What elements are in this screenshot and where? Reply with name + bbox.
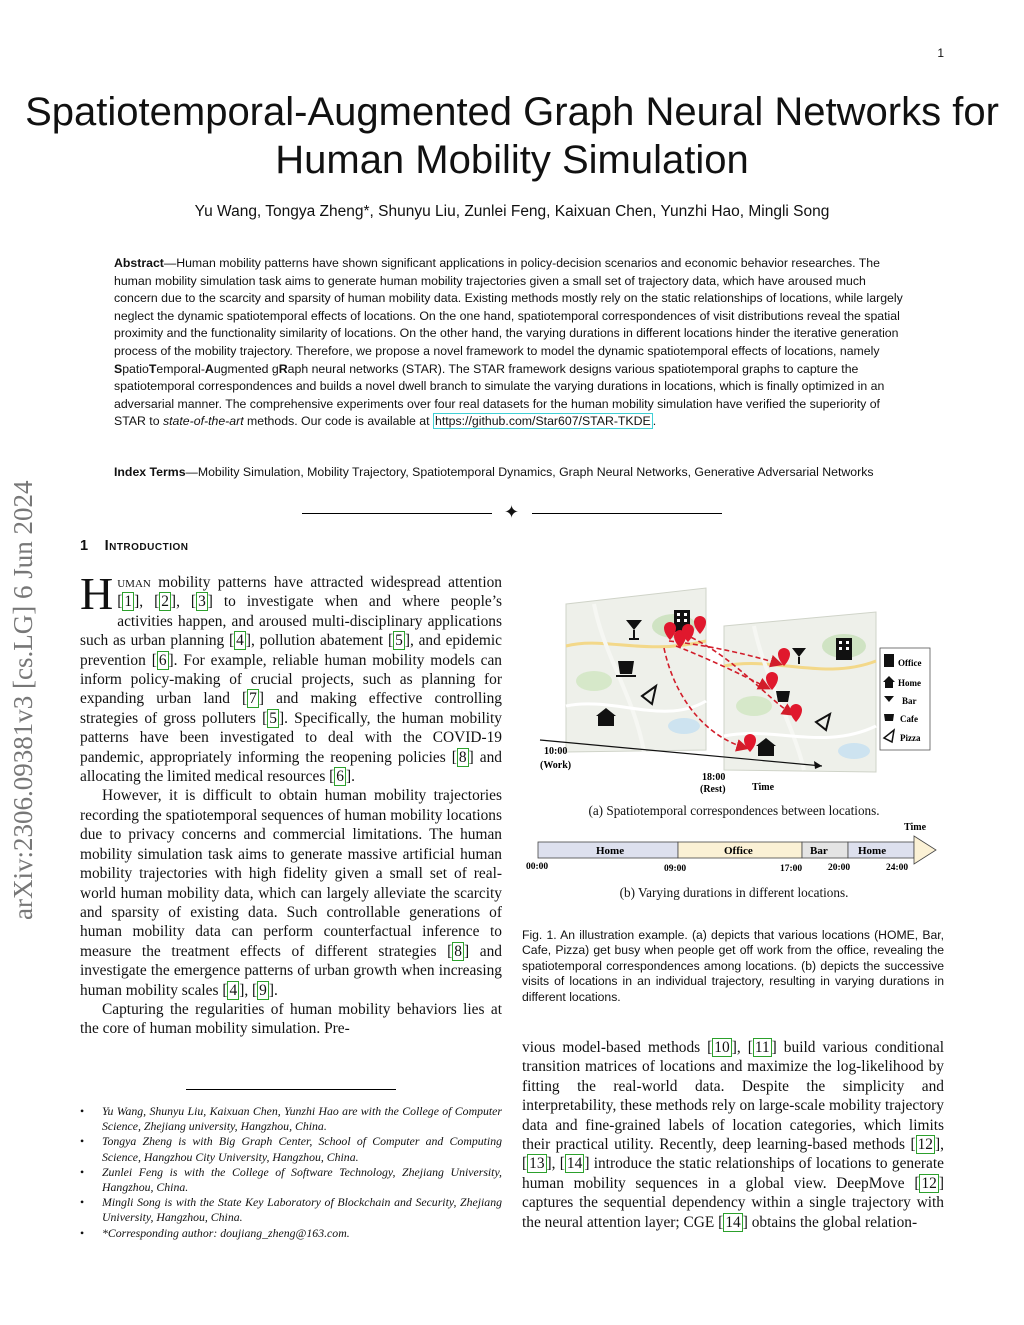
acronym-letter: T: [148, 361, 157, 376]
acronym-letter: R: [278, 361, 288, 376]
legend-label: Bar: [902, 696, 917, 706]
footnote-item: [80, 1165, 502, 1195]
text-run: and allocating the limited medical resources: [80, 748, 502, 786]
abstract-label: Abstract: [114, 256, 164, 270]
citation-link[interactable]: 8: [454, 942, 462, 960]
footnote-text: Tongya Zheng is with Big Graph Center, School of Computer and Computing Science, Hangzhou City University, Hangzhou, China.: [102, 1134, 502, 1164]
index-terms-text: —Mobility Simulation, Mobility Trajectory, Spatiotemporal Dynamics, Graph Neural Networks, Generative Adversarial Networks: [185, 465, 874, 479]
footnote-text: *Corresponding author: doujiang_zheng@163.com.: [102, 1225, 350, 1240]
time-axis-label: Time: [752, 782, 775, 793]
text-run: ,: [551, 1155, 560, 1173]
section-heading: [80, 538, 189, 554]
separator-line-left: [302, 513, 492, 514]
abstract-text-4: .: [652, 414, 657, 429]
figure-caption: Fig. 1. An illustration example. (a) depicts that various locations (HOME, Bar, Cafe, Pizza) get busy when people get off work from the office, revealing the spatiotemporal correspondences among locations. (b) depicts the successive visits of locations in an individual trajectory, resulting in varying durations in different locations.: [522, 928, 944, 1004]
citation-link[interactable]: 12: [917, 1136, 933, 1154]
author-list: Yu Wang, Tongya Zheng*, Shunyu Liu, Zunlei Feng, Kaixuan Chen, Yunzhi Hao, Mingli Song: [194, 203, 830, 220]
legend-label: Home: [898, 678, 921, 688]
subfigure-caption-a: (a) Spatiotemporal correspondences between locations.: [588, 803, 880, 818]
citation-link[interactable]: 5: [395, 632, 403, 650]
section-title: Introduction: [104, 538, 189, 554]
cafe-icon: [776, 691, 790, 702]
code-repository-link[interactable]: https://github.com/Star607/STAR-TKDE: [434, 414, 651, 429]
citation-link[interactable]: 8: [458, 748, 467, 766]
citation-link[interactable]: 6: [336, 768, 344, 786]
text-run: vious model-based methods: [522, 1039, 708, 1056]
intro-paragraph-3: Capturing the regularities of human mobility behaviors lies at the core of human mobility simulation. Pre-: [80, 1000, 502, 1038]
citation-link[interactable]: 10: [714, 1039, 730, 1056]
rest-label: (Rest): [700, 784, 726, 795]
text-run: ,: [940, 1136, 944, 1154]
work-label: (Work): [540, 760, 572, 771]
timeline-segment-label: Home: [858, 845, 887, 857]
footnote-text: Mingli Song is with the State Key Laboratory of Blockchain and Security, Zhejiang University, Hangzhou, China.: [102, 1195, 502, 1225]
legend-label: Cafe: [900, 714, 918, 724]
citation-link[interactable]: 7: [249, 690, 257, 708]
left-column-body: [80, 568, 502, 1039]
figure-1-illustration: [524, 586, 948, 916]
drop-cap: H: [80, 568, 114, 619]
text-run: ,: [244, 981, 253, 999]
text-run: .: [351, 768, 355, 786]
office-icon: [836, 638, 852, 660]
acronym-part: patio: [122, 361, 149, 376]
index-terms-block: [114, 464, 910, 482]
index-terms-label: Index Terms: [114, 465, 186, 479]
separator-ornament: ✦: [504, 502, 520, 522]
rest-time: 18:00: [702, 772, 726, 783]
text-run: ,: [736, 1039, 748, 1056]
footnote-item: [80, 1104, 502, 1134]
intro-smallcaps: uman: [117, 574, 151, 591]
timeline-tick: 09:00: [664, 864, 687, 874]
acronym-part: emporal-: [156, 361, 205, 376]
paper-title: Spatiotemporal-Augmented Graph Neural Networks for Human Mobility Simulation: [25, 90, 999, 182]
duration-timeline: [526, 822, 936, 874]
subfigure-caption-b: (b) Varying durations in different locations.: [619, 885, 849, 900]
footnote-bullet: •: [80, 1104, 85, 1118]
acronym-part: ugmented g: [213, 361, 279, 376]
abstract-text-3: methods. Our code is available at: [243, 414, 433, 429]
text-run: introduce the static relationships of locations to generate human mobility sequences in a global view. DeepMove: [522, 1155, 944, 1192]
map-panel-rest: [724, 612, 876, 772]
text-run: and making effective controlling strategies of gross polluters: [80, 690, 502, 727]
footnote-bullet: •: [80, 1134, 85, 1149]
citation-link[interactable]: 6: [158, 651, 167, 669]
section-number: 1: [80, 538, 89, 554]
citation-link[interactable]: 3: [198, 593, 206, 611]
timeline-title: Time: [904, 822, 927, 833]
text-run: captures the sequential dependency within a single trajectory with the neural attention layer; CGE: [522, 1194, 944, 1231]
footnote-bullet: •: [80, 1195, 85, 1210]
text-run: .: [274, 981, 278, 999]
intro-paragraph-2: However, it is difficult to obtain human mobility trajectories recording the spatiotemporal sequences of human mobility locations due to privacy concerns and commercial limitations. The human mobility simulation task aims to generate massive artificial human mobility trajectories with high fidelity given a small set of real-world human mobility data, which can largely alleviate the scarcity and sparsity of existing data. Such controllable generations of human mobility data can perform counterfactual inference to measure the treatment effects of different strategies [ 8 ] and investigate the emergence patterns of urban growth when increasing human mobility scales [ 4 ], [ 9 ].: [80, 787, 502, 999]
footnote-text: Zunlei Feng is with the College of Software Technology, Zhejiang University, Hangzhou, China.: [102, 1164, 502, 1195]
citation-link[interactable]: 1: [124, 593, 133, 611]
text-run: and investigate the emergence patterns of urban growth when increasing human mobility scales: [80, 942, 502, 999]
text-run: , pollution abatement: [251, 632, 388, 650]
legend-label: Pizza: [900, 733, 921, 743]
intro-paragraph-continued: vious model-based methods [ 10 ], [ 11 ] build various conditional transition matrices of locations and maximize the log-likelihood by fitting the real-world data. Despite the simplicity and interpretability, these methods rely on large-scale mobility trajectory data and fine-grained labels of location categories, which limits their practical utility. Recently, deep learning-based methods [ 12 ], [ 13 ], [ 14 ] introduce the static relationships of locations to generate human mobility sequences in a global view. DeepMove [ 12 ] captures the sequential dependency within a single trajectory with the neural attention layer; CGE [ 14 ] obtains the global relation-: [522, 1039, 944, 1231]
abstract-italic: state-of-the-art: [162, 414, 244, 429]
separator-line-right: [532, 513, 722, 514]
text-run: However, it is difficult to obtain human mobility trajectories recording the spatiotemporal sequences of human mobility locations due to privacy concerns and commercial limitations. The human mobility simulation task aims to generate massive artificial human mobility trajectories with high fidelity given a small set of real-world human mobility data, which can largely alleviate the scarcity and sparsity of existing data. Such controllable generations of human mobility data can perform counterfactual inference to measure the treatment effects of different strategies: [80, 787, 502, 960]
acronym-letter: S: [114, 361, 123, 376]
text-run: obtains the global relation-: [747, 1213, 918, 1231]
citation-link[interactable]: 13: [529, 1155, 545, 1173]
footnote-bullet: •: [80, 1225, 85, 1240]
page-number: 1: [937, 46, 944, 60]
text-run: ,: [176, 593, 191, 611]
footnote-rule: [186, 1089, 396, 1090]
arxiv-identifier-stamp: arXiv:2306.09381v3 [cs.LG] 6 Jun 2024: [8, 480, 38, 920]
work-time: 10:00: [544, 746, 568, 757]
acronym-letter: A: [204, 361, 214, 376]
acronym-part: aph neural networks: [287, 361, 399, 376]
timeline-tick: 20:00: [828, 863, 851, 873]
citation-link[interactable]: 4: [229, 981, 238, 999]
footnote-list: [80, 1104, 502, 1241]
timeline-tick: 00:00: [526, 862, 549, 872]
footnote-item: [80, 1134, 502, 1164]
text-run: , and epidemic prevention: [80, 632, 502, 669]
timeline-segment-label: Bar: [810, 845, 828, 857]
footnote-text: Yu Wang, Shunyu Liu, Kaixuan Chen, Yunzhi Hao are with the College of Computer Science, Zhejiang university, Hangzhou, China.: [102, 1104, 502, 1134]
text-run: . Specifically, the human mobility patterns have been investigated to deal with the COVID-19 pandemic, appropriately informing the reopening policies: [80, 709, 502, 766]
right-column-body: [522, 1038, 944, 1232]
timeline-segment-label: Office: [724, 845, 753, 857]
abstract-block: [114, 255, 910, 431]
legend-label: Office: [898, 658, 922, 668]
citation-link[interactable]: 5: [269, 709, 277, 727]
text-run: ,: [139, 593, 155, 611]
text-run: . For example, reliable human mobility models can inform policy-making of crucial projects, such as planning for expanding urban land: [80, 651, 502, 708]
legend-cafe-icon: [884, 714, 894, 721]
citation-link[interactable]: 4: [236, 632, 244, 650]
abstract-text-2: (STAR). The STAR framework designs various spatiotemporal graphs to capture the spatiotemporal correspondences and builds a novel dwell branch to simulate the varying durations in locations, which is finally optimized in an adversarial manner. The comprehensive experiments over four real datasets for the human mobility simulation have verified the superiority of STAR to: [114, 361, 885, 429]
timeline-tick: 17:00: [780, 864, 803, 874]
timeline-arrowhead: [914, 836, 936, 864]
citation-link[interactable]: 14: [566, 1155, 583, 1173]
footnote-bullet: •: [80, 1164, 85, 1179]
citation-link[interactable]: 12: [921, 1174, 937, 1192]
abstract-text-1: —Human mobility patterns have shown significant applications in policy-decision scenarios and economic behavior researches. The human mobility simulation task aims to generate human mobility trajectories given a small set of trajectory data, which have aroused much concern due to the scarcity and sparsity of human mobility data. Existing methods mostly rely on the static relationships of locations, while largely neglect the dynamic spatiotemporal effects of locations. On the one hand, spatiotemporal correspondences of visit distributions reveal the spatial proximity and the functionality similarity of locations. On the other hand, the varying durations in different locations hinder the iterative generation process of the mobility trajectory. Therefore, we propose a novel framework to model the dynamic spatiotemporal effects of locations, namely: [114, 256, 903, 358]
timeline-segment-label: Home: [596, 845, 625, 857]
text-run: mobility patterns have attracted widespread attention: [150, 574, 502, 591]
legend-office-icon: [884, 654, 894, 667]
timeline-tick: 24:00: [886, 863, 909, 873]
footnote-item: [80, 1226, 502, 1241]
footnote-item: [80, 1195, 502, 1225]
text-run: build various conditional transition matrices of locations and maximize the log-likelihood by fitting the real-world data. Despite the simplicity and interpretability, these methods rely on large-scale mobility trajectory data and fine-grained labels of location categories, which limits their practical utility. Recently, deep learning-based methods: [522, 1039, 944, 1154]
figure-legend: [880, 648, 930, 750]
text-run: to investigate when and where people’s activities happen, and aroused multi-disciplinary applications such as urban planning: [80, 593, 502, 650]
citation-link[interactable]: 11: [754, 1039, 770, 1056]
intro-paragraph-1: Human mobility patterns have attracted widespread attention [ 1 ], [ 2 ], [ 3 ] to investigate when and where people’s activities happen, and aroused multi-disciplinary applications such as urban planning [ 4 ], pollution abatement [ 5 ], and epidemic prevention [ 6 ]. For example, reliable human mobility models can inform policy-making of crucial projects, such as planning for expanding urban land [ 7 ] and making effective controlling strategies of gross polluters [ 5 ]. Specifically, the human mobility patterns have been investigated to deal with the COVID-19 pandemic, appropriately informing the reopening policies [ 8 ] and allocating the limited medical resources [ 6 ].: [80, 568, 502, 786]
citation-link[interactable]: 2: [161, 593, 169, 611]
citation-link[interactable]: 14: [725, 1213, 741, 1231]
citation-link[interactable]: 9: [259, 981, 267, 999]
